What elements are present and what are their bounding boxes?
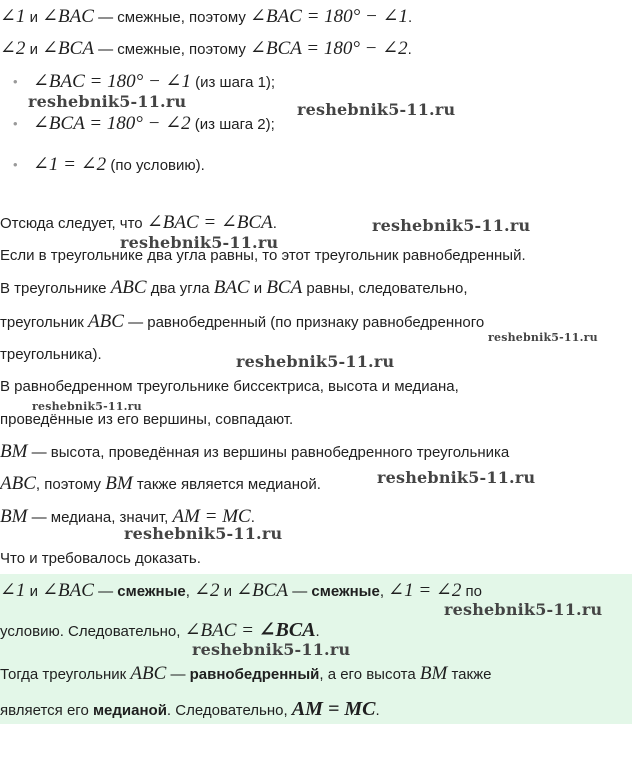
text: В равнобедренном треугольнике биссектриса, высота и медиана, bbox=[0, 378, 459, 395]
bold-text: равнобедренный bbox=[189, 666, 320, 683]
math: ABC bbox=[88, 311, 124, 332]
math: ∠1 = ∠2 bbox=[388, 580, 462, 601]
text: и bbox=[219, 583, 237, 600]
text: также является медианой. bbox=[132, 476, 321, 493]
math: BM bbox=[0, 441, 28, 462]
watermark: reshebnik5-11.ru bbox=[444, 600, 603, 619]
summary-line-4 bbox=[0, 698, 380, 722]
watermark: reshebnik5-11.ru bbox=[124, 524, 283, 543]
text: — смежные, поэтому bbox=[93, 9, 251, 26]
line-1 bbox=[0, 6, 412, 29]
text: по bbox=[461, 583, 482, 600]
text: . bbox=[315, 623, 320, 640]
math: ∠2 bbox=[194, 580, 220, 601]
math: BM bbox=[419, 663, 448, 684]
paragraph-triangle-3 bbox=[0, 344, 102, 366]
watermark: reshebnik5-11.ru bbox=[120, 233, 279, 252]
paragraph-triangle-2 bbox=[0, 311, 484, 334]
text: и bbox=[249, 280, 267, 297]
text: условию. Следовательно, bbox=[0, 623, 185, 640]
text: . bbox=[272, 215, 277, 232]
paragraph-height-1 bbox=[0, 441, 509, 464]
watermark: reshebnik5-11.ru bbox=[488, 331, 598, 344]
math: ∠BAC bbox=[42, 580, 94, 601]
line-2 bbox=[0, 38, 412, 61]
paragraph-conclusion bbox=[0, 212, 277, 235]
watermark: reshebnik5-11.ru bbox=[297, 100, 456, 119]
math: ∠2 bbox=[0, 38, 26, 59]
text: . bbox=[375, 702, 380, 719]
text: (из шага 1); bbox=[190, 74, 276, 91]
math: BM bbox=[105, 473, 133, 494]
text: Что и требовалось доказать. bbox=[0, 550, 201, 567]
paragraph-property-1 bbox=[0, 376, 459, 398]
text: и bbox=[25, 41, 43, 58]
text: , а его высота bbox=[319, 666, 420, 683]
math: ∠BAC = 180° − ∠1 bbox=[250, 6, 409, 27]
math: ABC bbox=[110, 277, 147, 298]
text: два угла bbox=[146, 280, 214, 297]
text: . Следовательно, bbox=[166, 702, 292, 719]
text: Отсюда следует, что bbox=[0, 215, 147, 232]
bold-text: смежные bbox=[311, 583, 380, 600]
paragraph-qed bbox=[0, 548, 201, 570]
text: и bbox=[25, 583, 43, 600]
math: ∠BCA bbox=[42, 38, 94, 59]
math: ∠1 bbox=[0, 6, 26, 27]
watermark: reshebnik5-11.ru bbox=[32, 400, 142, 413]
math: ∠BCA = 180° − ∠2 bbox=[33, 113, 191, 134]
watermark: reshebnik5-11.ru bbox=[377, 468, 536, 487]
text: Если в треугольнике два угла равны, то этот треугольник равнобедренный. bbox=[0, 247, 526, 264]
list-item-3 bbox=[33, 154, 205, 177]
math: ∠BCA = 180° − ∠2 bbox=[250, 38, 408, 59]
math: ∠BAC bbox=[42, 6, 94, 27]
text: проведённые из его вершины, совпадают. bbox=[0, 411, 294, 428]
list-item-1 bbox=[33, 71, 275, 94]
bold-text: смежные bbox=[117, 583, 186, 600]
math: ∠1 bbox=[0, 580, 26, 601]
text: является его bbox=[0, 702, 93, 719]
list-item-2 bbox=[33, 113, 275, 136]
paragraph-height-2 bbox=[0, 473, 321, 496]
text: треугольника). bbox=[0, 346, 102, 363]
watermark: reshebnik5-11.ru bbox=[192, 640, 351, 659]
text: — высота, проведённая из вершины равнобедренного треугольника bbox=[27, 444, 510, 461]
math: BCA bbox=[266, 277, 303, 298]
math: ∠BAC = 180° − ∠1 bbox=[33, 71, 191, 92]
text: , поэтому bbox=[35, 476, 106, 493]
math: ABC bbox=[0, 473, 36, 494]
math: ∠1 = ∠2 bbox=[33, 154, 107, 175]
text: В треугольнике bbox=[0, 280, 111, 297]
text: и bbox=[25, 9, 43, 26]
math-bold: ∠BCA bbox=[258, 619, 316, 641]
text: — медиана, значит, bbox=[27, 509, 173, 526]
text: также bbox=[447, 666, 492, 683]
text: , bbox=[379, 583, 389, 600]
text: равны, следовательно, bbox=[302, 280, 468, 297]
text: — bbox=[288, 583, 312, 600]
text: . bbox=[250, 509, 255, 526]
bold-text: медианой bbox=[92, 702, 167, 719]
math: ∠BCA bbox=[236, 580, 289, 601]
math: BAC bbox=[213, 277, 250, 298]
summary-line-3 bbox=[0, 663, 491, 686]
summary-line-1 bbox=[0, 580, 482, 603]
text: — равнобедренный (по признаку равнобедренного bbox=[123, 314, 485, 331]
math: BM bbox=[0, 506, 28, 527]
text: (по условию). bbox=[106, 157, 205, 174]
text: — смежные, поэтому bbox=[93, 41, 251, 58]
text: . bbox=[407, 41, 412, 58]
math-bold: AM = MC bbox=[291, 698, 376, 720]
watermark: reshebnik5-11.ru bbox=[236, 352, 395, 371]
math: ∠BAC = bbox=[184, 620, 259, 641]
text: — bbox=[166, 666, 190, 683]
text: , bbox=[185, 583, 195, 600]
math: AM = MC bbox=[172, 506, 251, 527]
watermark: reshebnik5-11.ru bbox=[28, 92, 187, 111]
watermark: reshebnik5-11.ru bbox=[372, 216, 531, 235]
math: ∠BAC = ∠BCA bbox=[146, 212, 273, 233]
paragraph-triangle-1 bbox=[0, 277, 468, 300]
text: треугольник bbox=[0, 314, 89, 331]
text: Тогда треугольник bbox=[0, 666, 131, 683]
math: ABC bbox=[130, 663, 167, 684]
text: — bbox=[93, 583, 118, 600]
text: (из шага 2); bbox=[190, 116, 275, 133]
text: . bbox=[408, 9, 413, 26]
